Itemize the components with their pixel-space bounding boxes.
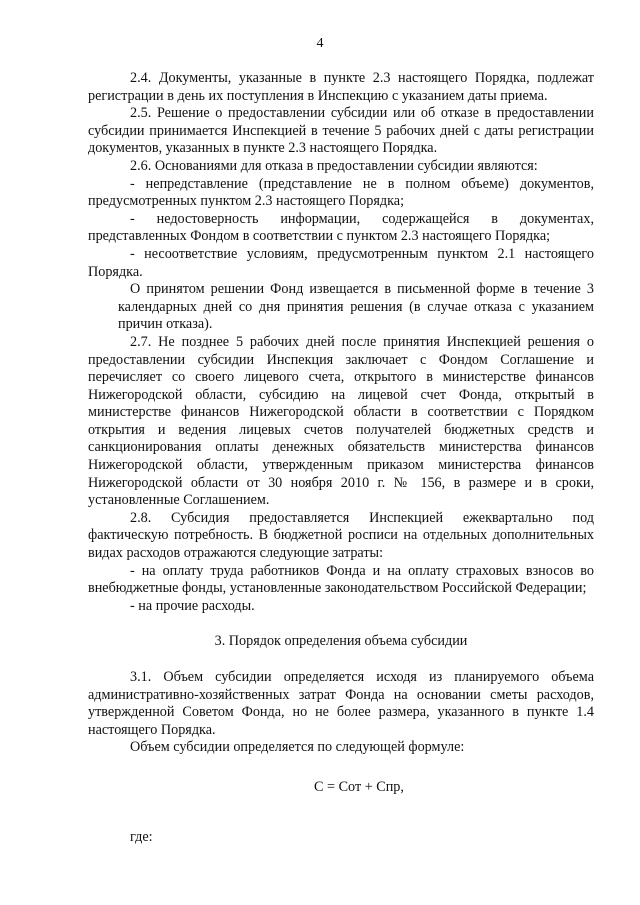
paragraph-2-8: 2.8. Субсидия предоставляется Инспекцией ежеквартально под фактическую потребность. В бюджетной росписи на отдельных дополнительных видах расходов отражаются следующие затраты: <box>88 509 594 562</box>
list-item-2-6-a: - непредставление (представление не в полном объеме) документов, предусмотренных пунктом 2.3 настоящего Порядка; <box>88 175 594 210</box>
paragraph-2-7: 2.7. Не позднее 5 рабочих дней после принятия Инспекцией решения о предоставлении субсидии Инспекция заключает с Фондом Соглашение и перечисляет со своего лицевого счета, открытого в министерстве финансов Нижегородской области, субсидию на лицевой счет Фонда, открытый в министерстве финансов Нижегородской области в соответствии с Порядком открытия и ведения лицевых счетов получателей бюджетных средств и санкционирования оплаты денежных обязательств министерства финансов Нижегородской области, утвержденным приказом министерства финансов Нижегородской области от 30 ноября 2010 г. № 156, в размере и в сроки, установленные Соглашением. <box>88 333 594 509</box>
list-item-2-6-b: - недостоверность информации, содержащейся в документах, представленных Фондом в соответствии с пунктом 2.3 настоящего Порядка; <box>88 210 594 245</box>
list-item-2-8-a: - на оплату труда работников Фонда и на оплату страховых взносов во внебюджетные фонды, установленные законодательством Российской Федерации; <box>88 562 594 597</box>
paragraph-3-1: 3.1. Объем субсидии определяется исходя из планируемого объема административно-хозяйственных затрат Фонда на основании сметы расходов, утвержденной Советом Фонда, но не более размера, указанного в пункте 1.4 настоящего Порядка. <box>88 669 594 738</box>
list-item-2-6-c: - несоответствие условиям, предусмотренным пунктом 2.1 настоящего Порядка. <box>88 245 594 280</box>
list-item-2-8-b: - на прочие расходы. <box>130 597 255 614</box>
document-body <box>88 70 594 846</box>
paragraph-2-4: 2.4. Документы, указанные в пункте 2.3 настоящего Порядка, подлежат регистрации в день их поступления в Инспекцию с указанием даты приема. <box>88 70 594 104</box>
paragraph-formula-intro: Объем субсидии определяется по следующей формуле: <box>130 739 465 756</box>
paragraph-2-5: 2.5. Решение о предоставлении субсидии или об отказе в предоставлении субсидии принимается Инспекцией в течение 5 рабочих дней с даты регистрации документов, указанных в пункте 2.3 настоящего Порядка. <box>88 105 594 157</box>
section-3-heading: 3. Порядок определения объема субсидии <box>214 633 468 650</box>
formula: С = Сот + Спр, <box>314 778 404 795</box>
paragraph-2-6: 2.6. Основаниями для отказа в предоставлении субсидии являются: <box>130 157 538 174</box>
paragraph-notice: О принятом решении Фонд извещается в письменной форме в течение 3 календарных дней со дня принятия решения (в случае отказа с указанием причин отказа). <box>118 281 594 333</box>
page-number: 4 <box>316 36 324 51</box>
formula-where-label: где: <box>130 828 153 845</box>
